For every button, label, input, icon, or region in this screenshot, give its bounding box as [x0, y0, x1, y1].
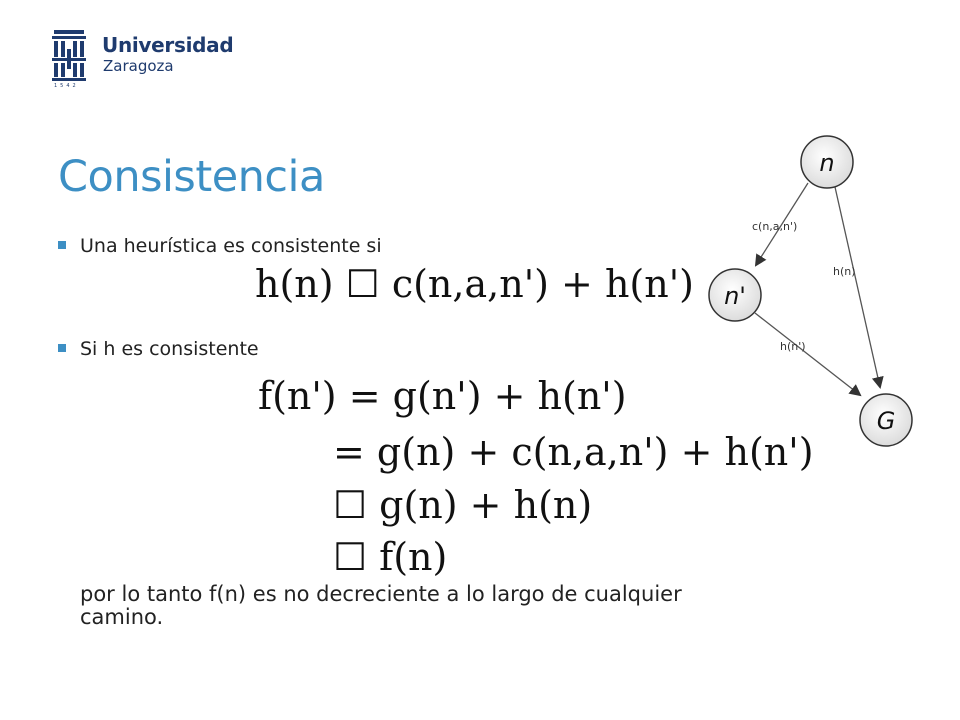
node-goal-label: G	[876, 407, 896, 435]
logo-university-name: Universidad	[102, 33, 234, 57]
bullet-2-text: Si h es consistente	[80, 338, 259, 360]
node-n-label: n	[819, 149, 835, 177]
edge-label-h-n: h(n)	[833, 265, 856, 278]
university-logo	[50, 30, 240, 90]
derivation-line-4: ☐ f(n)	[333, 535, 448, 579]
logo-year: 1542	[54, 83, 79, 88]
node-n-prime	[709, 269, 761, 321]
node-n	[801, 136, 853, 188]
derivation-line-1: f(n') = g(n') + h(n')	[258, 374, 627, 418]
consistency-formula: h(n) ☐ c(n,a,n') + h(n')	[255, 262, 695, 306]
consistency-graph-diagram	[690, 125, 930, 455]
logo-city-name: Zaragoza	[103, 57, 174, 75]
edge-label-h-nprime: h(n')	[780, 340, 806, 353]
building-emblem-icon	[50, 30, 98, 88]
derivation-line-3: ☐ g(n) + h(n)	[333, 483, 593, 527]
node-goal	[860, 394, 912, 446]
edge-n-to-goal	[835, 187, 880, 387]
bullet-square-icon	[58, 241, 66, 249]
node-n-prime-label: n'	[724, 282, 746, 310]
bullet-consistency-definition	[58, 235, 382, 257]
derivation-line-2: = g(n) + c(n,a,n') + h(n')	[333, 430, 814, 474]
bullet-if-consistent	[58, 338, 259, 360]
slide-title: Consistencia	[58, 152, 325, 202]
conclusion-text: por lo tanto f(n) es no decreciente a lo largo de cualquier camino.	[80, 582, 682, 629]
edge-nprime-to-goal	[755, 313, 860, 395]
bullet-square-icon	[58, 344, 66, 352]
edge-label-cost: c(n,a,n')	[752, 220, 798, 233]
bullet-1-text: Una heurística es consistente si	[80, 235, 382, 257]
